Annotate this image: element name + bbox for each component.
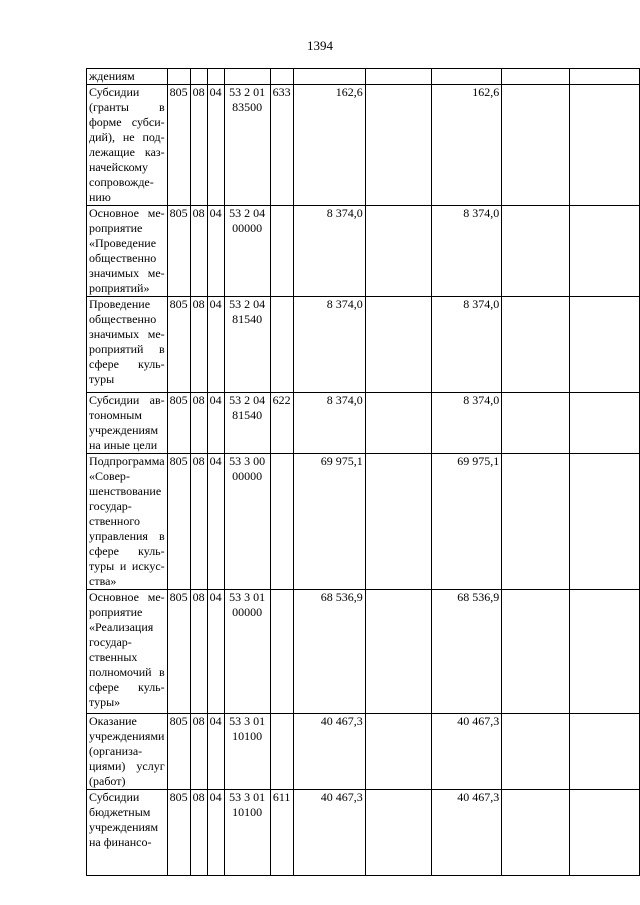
expense-type-cell: [270, 206, 293, 297]
amount-cell: [502, 714, 570, 790]
amount-cell: [570, 393, 640, 454]
expense-type-cell: [270, 454, 293, 590]
ministry-code-cell: [167, 69, 190, 85]
amount-cell: 40 467,3: [431, 790, 501, 876]
amount-cell: [365, 714, 431, 790]
row-name-cell: Субсидии бюджетным учреждениям на финансо-: [87, 790, 168, 876]
amount-cell: [570, 590, 640, 714]
target-article-cell: [224, 69, 270, 85]
table-row: [87, 454, 640, 590]
target-article-cell: 53 2 04 00000: [224, 206, 270, 297]
table-row: [87, 206, 640, 297]
expense-type-cell: 633: [270, 85, 293, 206]
target-article-cell: 53 3 01 10100: [224, 790, 270, 876]
ministry-code-cell: 805: [167, 714, 190, 790]
expense-type-cell: [270, 590, 293, 714]
subsection-code-cell: 04: [207, 714, 224, 790]
amount-cell: [570, 85, 640, 206]
row-name-cell: ждениям: [87, 69, 168, 85]
page-number: 1394: [307, 38, 333, 53]
section-code-cell: 08: [190, 454, 207, 590]
table-row: [87, 393, 640, 454]
table-row: [87, 85, 640, 206]
amount-cell: [570, 790, 640, 876]
amount-cell: [502, 85, 570, 206]
amount-cell: [570, 69, 640, 85]
amount-cell: 8 374,0: [293, 297, 365, 393]
subsection-code-cell: 04: [207, 590, 224, 714]
subsection-code-cell: 04: [207, 85, 224, 206]
section-code-cell: 08: [190, 393, 207, 454]
amount-cell: 8 374,0: [293, 393, 365, 454]
amount-cell: [502, 590, 570, 714]
amount-cell: [502, 393, 570, 454]
table-row: [87, 297, 640, 393]
target-article-cell: 53 3 01 00000: [224, 590, 270, 714]
target-article-cell: 53 2 04 81540: [224, 393, 270, 454]
row-name-cell: Проведение общественно значимых мероприятий в сфере культуры: [87, 297, 168, 393]
budget-table: [86, 68, 640, 876]
ministry-code-cell: 805: [167, 85, 190, 206]
section-code-cell: 08: [190, 790, 207, 876]
amount-cell: 8 374,0: [431, 297, 501, 393]
row-name-cell: Подпрограмма «Совершенствование государственного управления в сфере культуры и искусства»: [87, 454, 168, 590]
amount-cell: 69 975,1: [293, 454, 365, 590]
amount-cell: 68 536,9: [431, 590, 501, 714]
amount-cell: [293, 69, 365, 85]
amount-cell: 162,6: [293, 85, 365, 206]
subsection-code-cell: 04: [207, 790, 224, 876]
expense-type-cell: [270, 297, 293, 393]
table-row: [87, 590, 640, 714]
ministry-code-cell: 805: [167, 297, 190, 393]
target-article-cell: 53 3 01 10100: [224, 714, 270, 790]
amount-cell: 40 467,3: [293, 714, 365, 790]
amount-cell: 68 536,9: [293, 590, 365, 714]
subsection-code-cell: 04: [207, 206, 224, 297]
ministry-code-cell: 805: [167, 206, 190, 297]
amount-cell: 8 374,0: [293, 206, 365, 297]
amount-cell: [570, 454, 640, 590]
amount-cell: [502, 69, 570, 85]
amount-cell: 162,6: [431, 85, 501, 206]
amount-cell: [502, 454, 570, 590]
section-code-cell: 08: [190, 297, 207, 393]
expense-type-cell: 611: [270, 790, 293, 876]
target-article-cell: 53 2 01 83500: [224, 85, 270, 206]
table-row: [87, 714, 640, 790]
subsection-code-cell: [207, 69, 224, 85]
table-row: [87, 790, 640, 876]
amount-cell: [502, 297, 570, 393]
row-name-cell: Субсидии автономным учреждениям на иные цели: [87, 393, 168, 454]
row-name-cell: Основное мероприятие «Проведение общественно значимых мероприятий»: [87, 206, 168, 297]
amount-cell: 8 374,0: [431, 206, 501, 297]
ministry-code-cell: 805: [167, 454, 190, 590]
amount-cell: [570, 206, 640, 297]
section-code-cell: [190, 69, 207, 85]
amount-cell: [365, 69, 431, 85]
amount-cell: [431, 69, 501, 85]
amount-cell: [365, 790, 431, 876]
section-code-cell: 08: [190, 206, 207, 297]
amount-cell: 69 975,1: [431, 454, 501, 590]
amount-cell: [365, 206, 431, 297]
amount-cell: [365, 393, 431, 454]
expense-type-cell: [270, 69, 293, 85]
table-row: [87, 69, 640, 85]
amount-cell: [570, 714, 640, 790]
amount-cell: 40 467,3: [293, 790, 365, 876]
expense-type-cell: 622: [270, 393, 293, 454]
subsection-code-cell: 04: [207, 454, 224, 590]
target-article-cell: 53 2 04 81540: [224, 297, 270, 393]
ministry-code-cell: 805: [167, 590, 190, 714]
amount-cell: 8 374,0: [431, 393, 501, 454]
section-code-cell: 08: [190, 85, 207, 206]
amount-cell: [365, 85, 431, 206]
target-article-cell: 53 3 00 00000: [224, 454, 270, 590]
amount-cell: [365, 297, 431, 393]
row-name-cell: Субсидии (гранты в форме субсидий), не подлежащие казначейскому сопровождению: [87, 85, 168, 206]
section-code-cell: 08: [190, 590, 207, 714]
subsection-code-cell: 04: [207, 297, 224, 393]
row-name-cell: Основное мероприятие «Реализация государственных полномочий в сфере культуры»: [87, 590, 168, 714]
ministry-code-cell: 805: [167, 393, 190, 454]
amount-cell: [502, 206, 570, 297]
section-code-cell: 08: [190, 714, 207, 790]
amount-cell: [365, 590, 431, 714]
row-name-cell: Оказание учреждениями (организациями) услуг (работ): [87, 714, 168, 790]
amount-cell: [570, 297, 640, 393]
subsection-code-cell: 04: [207, 393, 224, 454]
amount-cell: [365, 454, 431, 590]
expense-type-cell: [270, 714, 293, 790]
amount-cell: 40 467,3: [431, 714, 501, 790]
ministry-code-cell: 805: [167, 790, 190, 876]
amount-cell: [502, 790, 570, 876]
